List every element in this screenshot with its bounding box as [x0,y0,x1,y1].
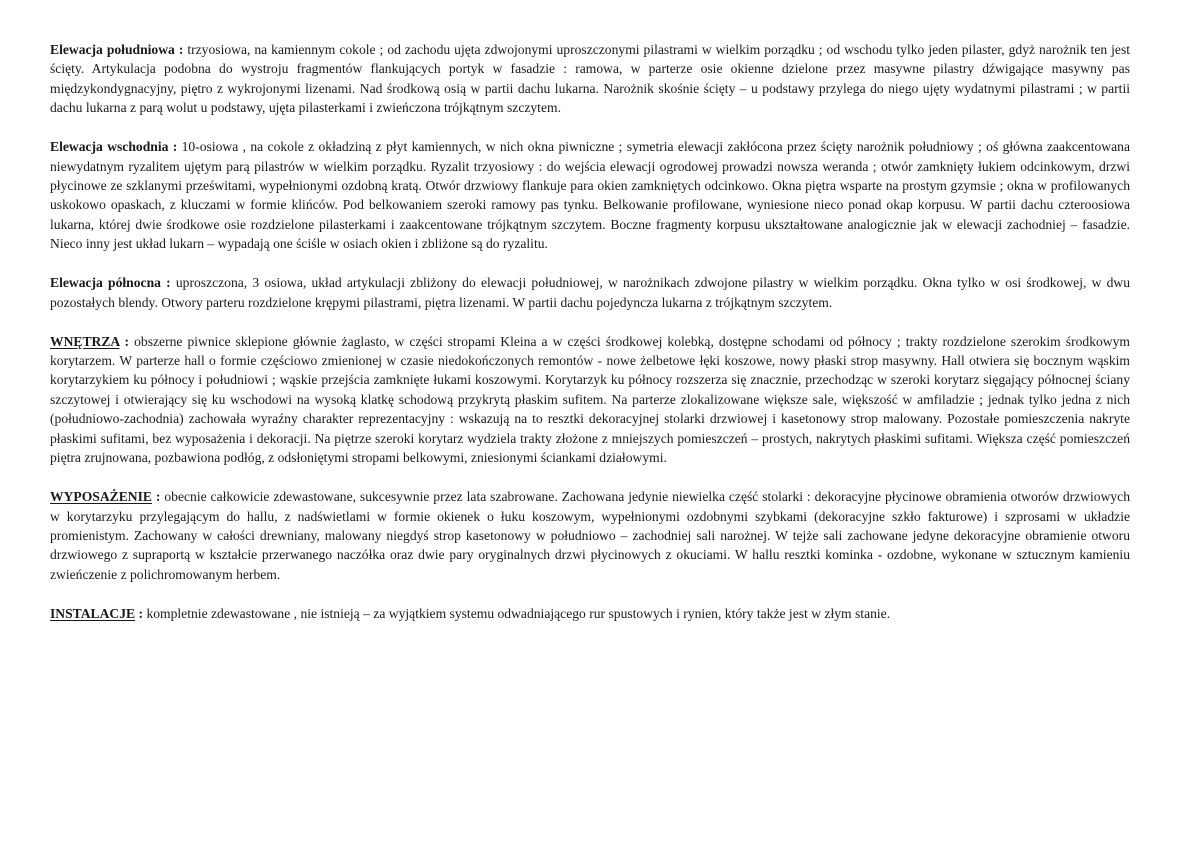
section-text: trzyosiowa, na kamiennym cokole ; od zachodu ujęta zdwojonymi uproszczonymi pilastrami w wielkim porządku ; od wschodu tylko jeden pilaster, gdyż narożnik ten jest ścięty. Artykulacja podobna do wystroju fragmentów flankujących portyk w fasadzie : ramowa, w parterze osie okienne dzielone przez masywne pilastry dźwigające masywny pas międzykondygnacyjny, piętro z wykrojonymi lizenami. Nad środkową osią w partii dachu lukarna. Narożnik skośnie ścięty – u podstawy przylega do niego ujęty wydatnymi pilastrami ; w partii dachu lukarna z parą wolut u podstawy, ujęta pilasterkami i zwieńczona trójkątnym szczytem. [50,42,1131,116]
section-north-elevation [50,273,1130,312]
section-separator: : [168,139,182,155]
section-furnishings [50,487,1130,584]
section-text: kompletnie zdewastowane , nie istnieją – za wyjątkiem systemu odwadniającego rur spustowych i rynien, który także jest w złym stanie. [146,605,891,621]
section-separator: : [135,605,147,621]
section-heading: INSTALACJE [50,605,136,621]
section-heading: WNĘTRZA [50,333,120,349]
section-separator: : [174,42,188,57]
section-text: 10-osiowa , na cokole z okładziną z płyt kamiennych, w nich okna piwniczne ; symetria elewacji zakłócona przez ścięty narożnik południowy ; oś główna zaakcentowana niewydatnym ryzalitem ujętym parą pilastrów w wielkim porządku. Ryzalit trzyosiowy : do wejścia elewacji ogrodowej prowadzi nowsza weranda ; otwór zamknięty łukiem odcinkowym, drzwi płycinowe ze szklanymi prześwitami, wypełnionymi ozdobną kratą. Otwór drzwiowy flankuje para okien zamkniętych odcinkowo. Okna piętra wsparte na prostym gzymsie ; okna w profilowanych uskokowo opaskach, z kluczami w formie klińców. Pod belkowaniem szeroki ramowy pas tynku. Belkowanie profilowane, wyniesione nieco ponad okap korpusu. W partii dachu czteroosiowa lukarna, której dwie środkowe osie rozdzielone pilasterkami i zaakcentowane trójkątnym szczytem. Boczne fragmenty korpusu ukształtowane analogicznie jak w elewacji zachodniej – fasadzie. Nieco inny jest układ lukarn – wypadają one ściśle w osiach okien i zbliżone są do ryzalitu. [50,139,1130,252]
section-interiors [50,332,1130,468]
section-heading: Elewacja południowa [50,42,175,57]
section-south-elevation [50,40,1130,118]
section-separator: : [160,275,176,291]
section-text: obszerne piwnice sklepione głównie żaglasto, w części stropami Kleina a w części środkowej kolebką, dostępne schodami od północy ; trakty rozdzielone szerokim środkowym korytarzem. W parterze hall o formie częściowo zmienionej w czasie niedokończonych remontów - nowe żelbetowe łęki koszowe, nowy płaski strop masywny. Hall otwiera się bocznym wąskim korytarzykiem ku północy i południowi ; wąskie przejścia zamknięte łukami koszowymi. Korytarzyk ku północy rozszerza się znacznie, przechodząc w szeroki korytarz sięgający północnej ściany szczytowej i otwierający się ku wschodowi na wysoką klatkę schodową przykrytą płaskim sufitem. Na parterze zlokalizowane większe sale, większość w amfiladzie ; jednak tylko jedna z nich (południowo-zachodnia) zachowała wyraźny charakter reprezentacyjny : wskazują na to resztki dekoracyjnej stolarki drzwiowej i kasetonowy strop malowany. Pozostałe pomieszczenia nakryte płaskimi sufitami, bez wyposażenia i dekoracji. Na piętrze szeroki korytarz wydziela trakty złożone z mniejszych pomieszczeń – prostych, nakrytych płaskimi sufitami. Większa część pomieszczeń piętra zrujnowana, pozbawiona podłóg, z odsłoniętymi stropami belkowymi, zniesionymi ściankami działowymi. [50,333,1130,466]
section-text: uproszczona, 3 osiowa, układ artykulacji zbliżony do elewacji południowej, w narożnikach zdwojone pilastry w wielkim porządku. Okna tylko w osi środkowej, w dwu pozostałych blendy. Otwory parteru rozdzielone krępymi pilastrami, piętra lizenami. W partii dachu pojedyncza lukarna z trójkątnym szczytem. [50,275,1130,310]
section-installations [50,604,1130,623]
section-east-elevation [50,137,1130,253]
section-heading: Elewacja wschodnia [50,139,169,155]
section-heading: Elewacja północna [50,275,161,291]
section-separator: : [151,489,165,505]
document-page [50,40,1130,623]
section-separator: : [119,333,135,349]
section-text: obecnie całkowicie zdewastowane, sukcesywnie przez lata szabrowane. Zachowana jedynie niewielka część stolarki : dekoracyjne płycinowe obramienia otworów drzwiowych w korytarzyku przylegającym do hallu, z nadświetlami w formie okienek o łuku koszowym, wypełnionymi ozdobnymi szybkami (dekoracyjne szkło fakturowe) i szprosami w układzie promienistym. Zachowany w całości drewniany, malowany niegdyś strop kasetonowy w południowo – zachodniej sali narożnej. W tejże sali zachowane jedyne dekoracyjne obramienie otworu drzwiowego z supraportą w kształcie przerwanego naczółka oraz dwie pary oryginalnych drzwi płycinowych z okuciami. W hallu resztki kominka - ozdobne, wykonane w sztucznym kamieniu zwieńczenie z polichromowanym herbem. [50,489,1131,582]
section-heading: WYPOSAŻENIE [50,489,152,505]
